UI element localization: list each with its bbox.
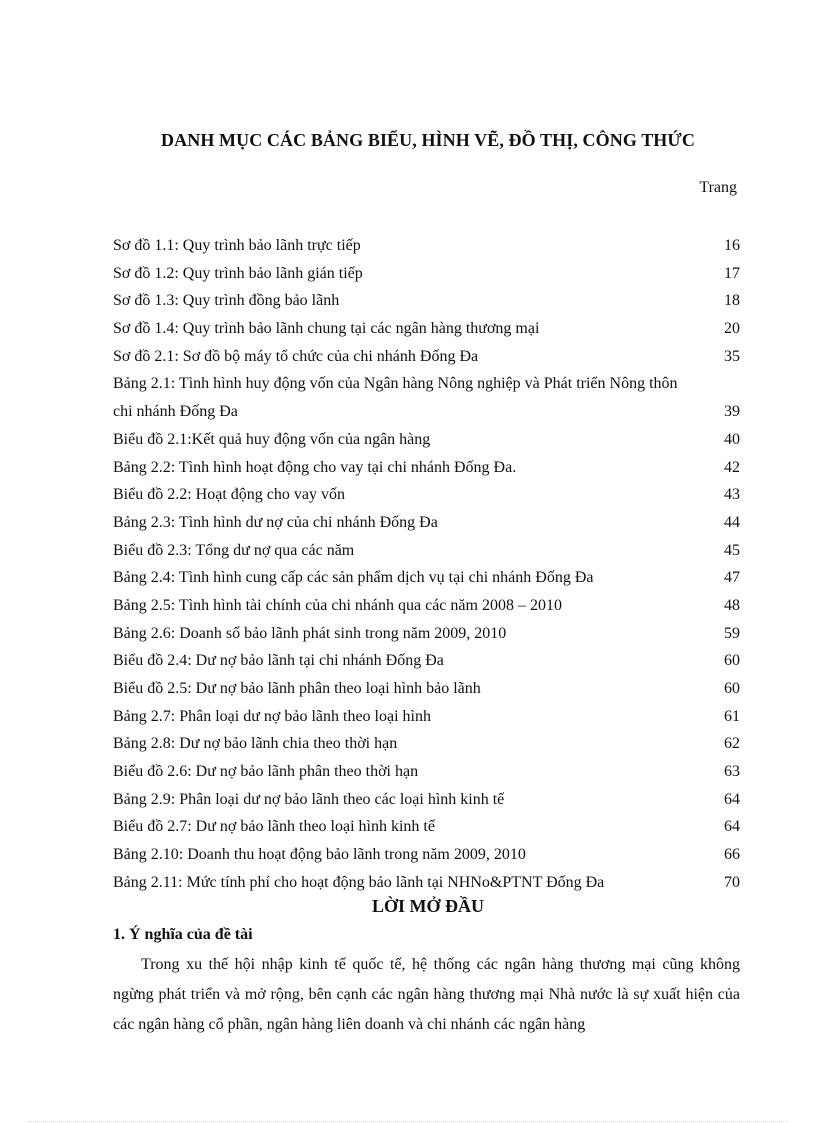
toc-entry-label: Bảng 2.2: Tình hình hoạt động cho vay tại chi nhánh Đống Đa. [113, 458, 517, 476]
toc-entry-page: 70 [724, 873, 740, 891]
toc-entry-page: 17 [724, 264, 740, 282]
toc-entry-page: 45 [724, 541, 740, 559]
toc-entry-label: Sơ đồ 1.1: Quy trình bảo lãnh trực tiếp [113, 237, 361, 254]
toc-entry-label: Sơ đồ 1.4: Quy trình bảo lãnh chung tại các ngân hàng thương mại [113, 320, 540, 338]
toc-entry-page: 60 [724, 680, 740, 697]
toc-entry-label: Bảng 2.4: Tình hình cung cấp các sản phẩm dịch vụ tại chi nhánh Đống Đa [113, 569, 594, 587]
toc-entry-label: Sơ đồ 2.1: Sơ đồ bộ máy tổ chức của chi nhánh Đống Đa [113, 347, 479, 365]
toc-entry-page: 66 [724, 846, 740, 864]
toc-entry-label: Bảng 2.6: Doanh số bảo lãnh phát sinh trong năm 2009, 2010 [113, 624, 507, 642]
toc-entry-page: 43 [724, 486, 740, 504]
toc-entry-page: 59 [724, 624, 740, 642]
toc-entry-label: Bảng 2.9: Phân loại dư nợ bảo lãnh theo các loại hình kinh tế [113, 790, 505, 808]
toc-entry [113, 592, 740, 620]
toc-entry-label: Bảng 2.11: Mức tính phí cho hoạt động bảo lãnh tại NHNo&PTNT Đống Đa [113, 873, 605, 891]
toc-entry-page: 18 [724, 292, 740, 310]
toc-entry-label: Sơ đồ 1.2: Quy trình bảo lãnh gián tiếp [113, 264, 363, 282]
toc-entry [113, 537, 740, 565]
toc-entry-label: Biểu đồ 2.6: Dư nợ bảo lãnh phân theo thời hạn [113, 763, 419, 781]
toc-entry-label: Biểu đồ 2.1:Kết quả huy động vốn của ngân hàng [113, 430, 431, 448]
toc-entry-page: 62 [724, 735, 740, 753]
intro-paragraph [113, 950, 740, 1040]
toc-entry-label: Sơ đồ 1.3: Quy trình đồng bảo lãnh [113, 292, 340, 310]
toc-entry-label: chi nhánh Đống Đa [113, 403, 238, 421]
toc-entry-page: 35 [724, 347, 740, 365]
toc-entry-page: 44 [724, 513, 740, 531]
toc-entry [113, 758, 740, 786]
toc-entry-page: 47 [724, 569, 740, 587]
toc-entry [113, 232, 740, 260]
toc-entry-label: Biểu đồ 2.5: Dư nợ bảo lãnh phân theo loại hình bảo lãnh [113, 680, 481, 697]
table-of-figures [113, 232, 740, 897]
toc-entry-page: 39 [724, 403, 740, 421]
toc-entry-label: Biểu đồ 2.2: Hoạt động cho vay vốn [113, 486, 345, 504]
toc-entry-label: Bảng 2.10: Doanh thu hoạt động bảo lãnh trong năm 2009, 2010 [113, 846, 526, 864]
toc-entry [113, 869, 740, 897]
toc-entry [113, 426, 740, 454]
toc-entry-page: 16 [724, 237, 740, 254]
toc-entry [113, 730, 740, 758]
toc-entry-label: Biểu đồ 2.4: Dư nợ bảo lãnh tại chi nhánh Đống Đa [113, 652, 444, 670]
toc-entry [113, 260, 740, 288]
toc-entry-line1 [113, 370, 740, 398]
toc-entry-page: 63 [724, 763, 740, 781]
page-title: DANH MỤC CÁC BẢNG BIỂU, HÌNH VẼ, ĐỒ THỊ, CÔNG THỨC [161, 130, 695, 150]
toc-entry-line2 [113, 398, 740, 426]
toc-entry [113, 564, 740, 592]
intro-heading: LỜI MỞ ĐẦU [372, 896, 484, 916]
toc-entry [113, 841, 740, 869]
toc-entry [113, 813, 740, 841]
toc-entry [113, 343, 740, 371]
toc-entry [113, 647, 740, 675]
toc-entry-label: Bảng 2.7: Phân loại dư nợ bảo lãnh theo loại hình [113, 707, 431, 725]
toc-entry-page: 61 [724, 707, 740, 725]
toc-entry-label: Bảng 2.5: Tình hình tài chính của chi nhánh qua các năm 2008 – 2010 [113, 596, 562, 614]
toc-entry-page: 42 [724, 458, 740, 476]
toc-entry [113, 315, 740, 343]
page-bottom-divider [28, 1121, 788, 1122]
toc-entry [113, 454, 740, 482]
toc-entry-label: Bảng 2.1: Tình hình huy động vốn của Ngân hàng Nông nghiệp và Phát triển Nông thôn [113, 375, 678, 393]
toc-entry-label: Bảng 2.8: Dư nợ bảo lãnh chia theo thời hạn [113, 735, 398, 753]
toc-entry-page: 48 [724, 596, 740, 614]
toc-entry [113, 509, 740, 537]
toc-entry-page: 60 [724, 652, 740, 670]
toc-entry [113, 703, 740, 731]
page-column-label: Trang [699, 179, 737, 196]
paragraph-text: Trong xu thế hội nhập kinh tế quốc tế, hệ thống các ngân hàng thương mại cũng không ngừng phát triển và mở rộng, bên cạnh các ngân hàng thương mại Nhà nước là sự xuất hiện của các ngân hàng cổ phần, ngân hàng liên doanh và chi nhánh các ngân hàng [113, 956, 740, 1033]
section-heading: 1. Ý nghĩa của đề tài [113, 926, 253, 943]
toc-entry-label: Biểu đồ 2.7: Dư nợ bảo lãnh theo loại hình kinh tế [113, 818, 435, 836]
toc-entry [113, 620, 740, 648]
toc-entry [113, 675, 740, 703]
toc-entry [113, 481, 740, 509]
toc-entry [113, 786, 740, 814]
toc-entry-page: 64 [724, 790, 740, 808]
toc-entry [113, 287, 740, 315]
toc-entry-page: 64 [724, 818, 740, 836]
toc-entry-label: Bảng 2.3: Tình hình dư nợ của chi nhánh Đống Đa [113, 513, 438, 531]
toc-entry-label: Biểu đồ 2.3: Tổng dư nợ qua các năm [113, 541, 355, 559]
toc-entry-page: 40 [724, 430, 740, 448]
toc-entry-page: 20 [724, 320, 740, 338]
